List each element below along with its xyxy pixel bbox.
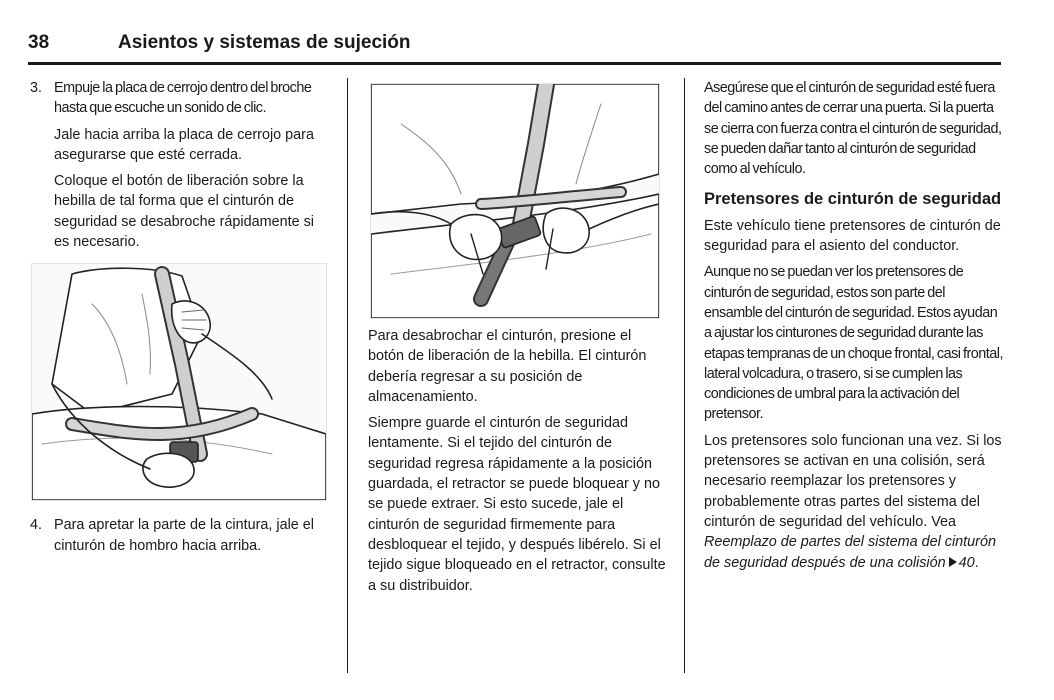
paragraph: Asegúrese que el cinturón de seguridad esté fuera del camino antes de cerrar una puerta. Si la puerta se cierra con fuerza contra el cinturón de seguridad, se pueden dañar tanto al cinturón de seguridad como al vehículo. [704, 80, 1002, 178]
step-text: Para apretar la parte de la cintura, jale el cinturón de hombro hacia arriba. [54, 517, 314, 554]
column-divider [347, 78, 348, 673]
page-header [28, 30, 1001, 60]
period: . [974, 554, 979, 571]
paragraph: Jale hacia arriba la placa de cerrojo para asegurarse que esté cerrada. [54, 126, 314, 163]
header-rule [28, 62, 1001, 65]
figure-seatbelt-tighten [31, 263, 327, 501]
arrow-right-icon [949, 557, 957, 567]
column-3 [704, 78, 1004, 579]
paragraph-text: Los pretensores solo funcionan una vez. Si los pretensores se activan en una colisión, será necesario reemplazar los pretensores y probablemente otras partes del sistema del cinturón de seguridad del vehículo. Vea [704, 432, 1002, 530]
column-divider [684, 78, 685, 673]
paragraph: Siempre guarde el cinturón de seguridad lentamente. Si el tejido del cinturón de seguridad regresa rápidamente a la posición guardada, el retractor se puede bloquear y no se puede extraer. Si esto sucede, jale el cinturón de seguridad firmemente para desbloquear el tejido, y después libérelo. Si el tejido sigue bloqueado en el retractor, consulte a su distribuidor. [368, 415, 666, 594]
step-3 [30, 78, 330, 119]
cross-reference-link[interactable]: Reemplazo de partes del sistema del cinturón de seguridad después de una colisión [704, 534, 996, 571]
paragraph [704, 431, 1004, 573]
section-heading: Pretensores de cinturón de seguridad [704, 190, 1002, 209]
paragraph: Este vehículo tiene pretensores de cinturón de seguridad para el asiento del conductor. [704, 217, 1001, 255]
step-text: Empuje la placa de cerrojo dentro del broche hasta que escuche un sonido de clic. [54, 80, 312, 117]
figure-buckle-release [370, 83, 660, 319]
page-number: 38 [28, 32, 50, 53]
cross-reference-page[interactable]: 40 [958, 554, 975, 571]
buckle-release-illustration [371, 84, 659, 318]
step-number: 3. [30, 80, 43, 96]
step-4 [30, 515, 330, 556]
paragraph: Coloque el botón de liberación sobre la hebilla de tal forma que el cinturón de seguridad se desabroche rápidamente si es necesario. [54, 173, 314, 251]
seatbelt-tighten-illustration [32, 264, 326, 500]
paragraph: Aunque no se puedan ver los pretensores de cinturón de seguridad, estos son parte del ensamble del cinturón de seguridad. Estos ayudan a ajustar los cinturones de seguridad durante las etapas tempranas de un choque frontal, casi frontal, lateral volcadura, o trasero, si se cumplen las condiciones de umbral para la activación del pretensor. [704, 264, 1003, 423]
step-number: 4. [30, 517, 43, 534]
page-title: Asientos y sistemas de sujeción [118, 32, 411, 53]
paragraph: Para desabrochar el cinturón, presione el botón de liberación de la hebilla. El cinturón debería regresar a su posición de almacenamiento. [368, 328, 647, 405]
